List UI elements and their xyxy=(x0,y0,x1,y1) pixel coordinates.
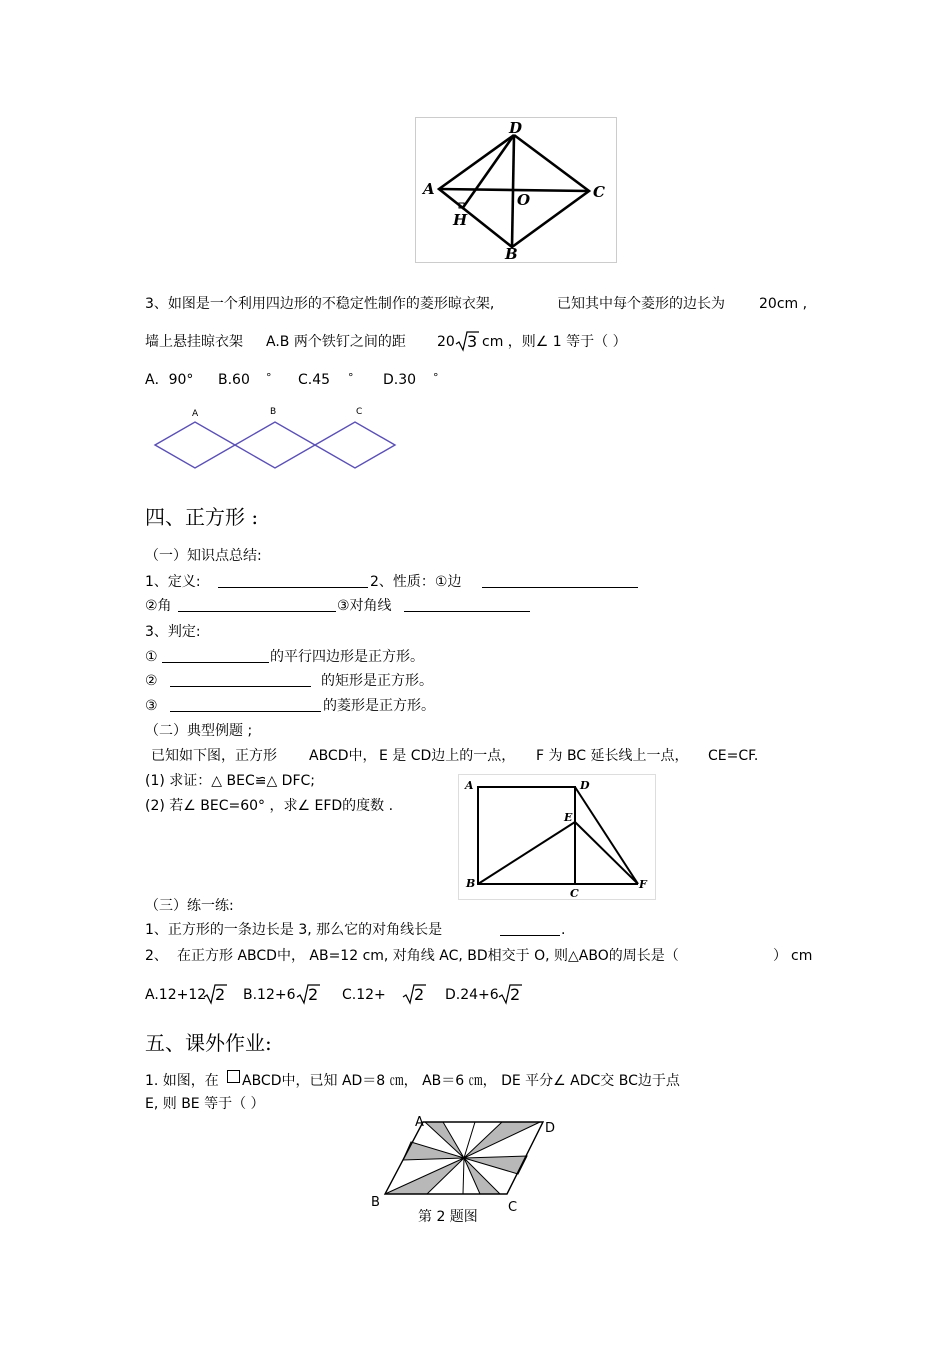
sqrt2-c-radicand: 2 xyxy=(414,985,425,1004)
para-label-c: C xyxy=(508,1200,518,1215)
rack-figure xyxy=(150,402,400,477)
sq-label-b: B xyxy=(466,877,476,890)
label-h: H xyxy=(453,211,468,229)
practice-2-unit: cm xyxy=(791,948,813,964)
label-b: B xyxy=(505,245,518,263)
diagonal-label: ③对角线 xyxy=(337,598,392,614)
definition-blank[interactable] xyxy=(218,573,368,588)
sec4-sub3: （三）练一练: xyxy=(145,898,234,914)
practice-2-option-c: C.12+ xyxy=(342,987,386,1003)
practice-1-end: . xyxy=(561,922,566,938)
para-label-a: A xyxy=(415,1115,424,1130)
judge-2-blank[interactable] xyxy=(170,672,311,687)
practice-1: 1、正方形的一条边长是 3, 那么它的对角线长是 xyxy=(145,922,443,938)
hw-1-c: E, 则 BE 等于（ ） xyxy=(145,1096,265,1112)
label-d: D xyxy=(509,119,523,137)
para-label-d: D xyxy=(545,1121,556,1136)
label-a: A xyxy=(423,180,435,198)
sqrt2-a-radicand: 2 xyxy=(215,985,226,1004)
sqrt2-d-radicand: 2 xyxy=(510,985,521,1004)
sq-label-f: F xyxy=(639,878,647,891)
judge-2-text: 的矩形是正方形。 xyxy=(321,673,433,689)
q3-line1b: 已知其中每个菱形的边长为 xyxy=(557,296,725,312)
example-b: ABCD中， xyxy=(309,748,377,764)
q3-line2d: cm ，则∠ 1 等于（ ） xyxy=(482,334,627,350)
q3-line2b: A.B 两个铁钉之间的距 xyxy=(266,334,406,350)
sqrt2-b-radicand: 2 xyxy=(308,985,319,1004)
judge-label: 3、判定: xyxy=(145,624,201,640)
angle-label: ②角 xyxy=(145,598,172,614)
deg-b: ° xyxy=(266,371,272,384)
parallelogram-symbol xyxy=(227,1070,240,1083)
label-c: C xyxy=(593,183,605,201)
diagonal-blank[interactable] xyxy=(404,597,530,612)
example-d: F 为 BC 延长线上一点， xyxy=(536,748,689,764)
side-blank[interactable] xyxy=(482,573,638,588)
sec4-sub2: （二）典型例题 ; xyxy=(145,723,253,739)
judge-1-text: 的平行四边形是正方形。 xyxy=(270,649,424,665)
definition-label: 1、定义: xyxy=(145,574,201,590)
judge-1-blank[interactable] xyxy=(162,648,269,663)
sec4-sub1: （一）知识点总结: xyxy=(145,548,262,564)
deg-c: ° xyxy=(348,371,354,384)
q3-line2c: 20 xyxy=(437,334,455,350)
judge-3-blank[interactable] xyxy=(170,697,321,712)
q3-option-a: A．90° xyxy=(145,372,194,388)
practice-1-blank[interactable] xyxy=(500,921,560,936)
section-5-title: 五、课外作业: xyxy=(145,1031,272,1055)
q3-line1a: 3、如图是一个利用四边形的不稳定性制作的菱形晾衣架, xyxy=(145,296,495,312)
rhombus-figure xyxy=(415,117,617,263)
q3-option-c: C.45 xyxy=(298,372,331,388)
q3-line1c: 20cm , xyxy=(759,296,808,312)
hw-1-a: 1. 如图，在 xyxy=(145,1073,219,1089)
practice-2-option-a: A.12+12 xyxy=(145,987,207,1003)
hw-1-b: ABCD中，已知 AD＝8 ㎝， AB＝6 ㎝， DE 平分∠ ADC交 BC边于点 xyxy=(242,1073,680,1089)
deg-d: ° xyxy=(433,371,439,384)
rack-label-c: C xyxy=(356,407,363,417)
q3-option-b: B.60 xyxy=(218,372,250,388)
sq-label-e: E xyxy=(564,811,573,824)
q3-option-d: D.30 xyxy=(383,372,417,388)
sq-label-a: A xyxy=(465,779,474,792)
para-label-b: B xyxy=(371,1195,380,1210)
q3-line2a: 墙上悬挂晾衣架 xyxy=(145,334,243,350)
judge-2-num: ② xyxy=(145,673,158,689)
square-figure xyxy=(458,774,656,900)
rack-label-a: A xyxy=(192,409,199,419)
parallelogram-figure xyxy=(365,1112,565,1216)
sq-label-d: D xyxy=(580,779,590,792)
property-label: 2、性质：①边 xyxy=(370,574,462,590)
practice-2-paren: ） xyxy=(773,948,787,964)
practice-2-option-d: D.24+6 xyxy=(445,987,499,1003)
figure-caption: 第 2 题图 xyxy=(418,1209,478,1225)
label-o: O xyxy=(517,191,531,209)
example-c: E 是 CD边上的一点， xyxy=(379,748,516,764)
example-a: 已知如下图，正方形 xyxy=(151,748,277,764)
example-part-2: (2) 若∠ BEC=60° ，求∠ EFD的度数 . xyxy=(145,798,394,814)
sqrt3-radicand: 3 xyxy=(467,332,478,351)
example-part-1: (1) 求证：△ BEC≌△ DFC; xyxy=(145,773,315,789)
judge-3-text: 的菱形是正方形。 xyxy=(323,698,435,714)
rack-label-b: B xyxy=(270,407,277,417)
sq-label-c: C xyxy=(570,887,579,900)
section-4-title: 四、正方形 : xyxy=(145,505,259,529)
practice-2-option-b: B.12+6 xyxy=(243,987,296,1003)
example-e: CE=CF. xyxy=(708,748,759,764)
judge-1-num: ① xyxy=(145,649,158,665)
practice-2-num: 2、 xyxy=(145,948,168,964)
angle-blank[interactable] xyxy=(178,597,336,612)
practice-2-text: 在正方形 ABCD中， AB=12 cm, 对角线 AC, BD相交于 O, 则△ABO的周长是（ xyxy=(177,948,679,964)
judge-3-num: ③ xyxy=(145,698,158,714)
